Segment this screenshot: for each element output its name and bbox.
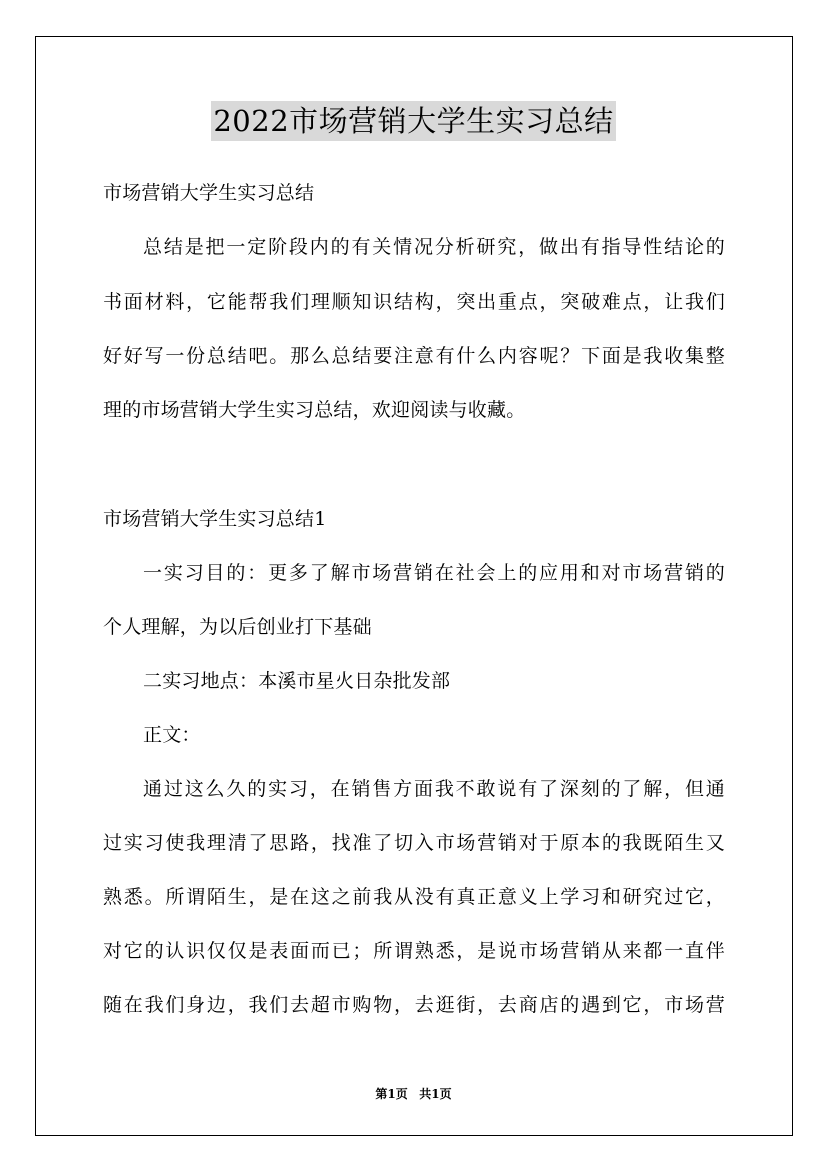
paragraph-line: 过实习使我理清了思路，找准了切入市场营销对于原本的我既陌生又: [103, 832, 725, 854]
paragraph-line: 随在我们身边，我们去超市购物，去逛街，去商店的遇到它，市场营: [103, 994, 725, 1016]
paragraph-line: 熟悉。所谓陌生，是在这之前我从没有真正意义上学习和研究过它，: [103, 886, 725, 908]
title-container: [0, 101, 827, 141]
section-heading: 市场营销大学生实习总结1: [103, 508, 327, 530]
page-total: 共1页: [419, 1087, 452, 1101]
document-title: 2022市场营销大学生实习总结: [211, 101, 615, 141]
paragraph-line: 二实习地点：本溪市星火日杂批发部: [143, 670, 451, 692]
section-heading: 市场营销大学生实习总结: [103, 182, 315, 204]
page-footer: [0, 1086, 827, 1102]
paragraph-line: 理的市场营销大学生实习总结，欢迎阅读与收藏。: [103, 399, 526, 421]
paragraph-line: 书面材料，它能帮我们理顺知识结构，突出重点，突破难点，让我们: [103, 291, 725, 313]
paragraph-line: 通过这么久的实习，在销售方面我不敢说有了深刻的了解，但通: [143, 778, 725, 800]
paragraph-line: 对它的认识仅仅是表面而已；所谓熟悉，是说市场营销从来都一直伴: [103, 940, 725, 962]
paragraph-line: 正文：: [143, 724, 201, 746]
paragraph-line: 个人理解，为以后创业打下基础: [103, 616, 372, 638]
page-number: 第1页: [375, 1087, 408, 1101]
paragraph-line: 好好写一份总结吧。那么总结要注意有什么内容呢？下面是我收集整: [103, 345, 725, 367]
paragraph-line: 一实习目的：更多了解市场营销在社会上的应用和对市场营销的: [143, 562, 725, 584]
paragraph-line: 总结是把一定阶段内的有关情况分析研究，做出有指导性结论的: [143, 236, 725, 258]
